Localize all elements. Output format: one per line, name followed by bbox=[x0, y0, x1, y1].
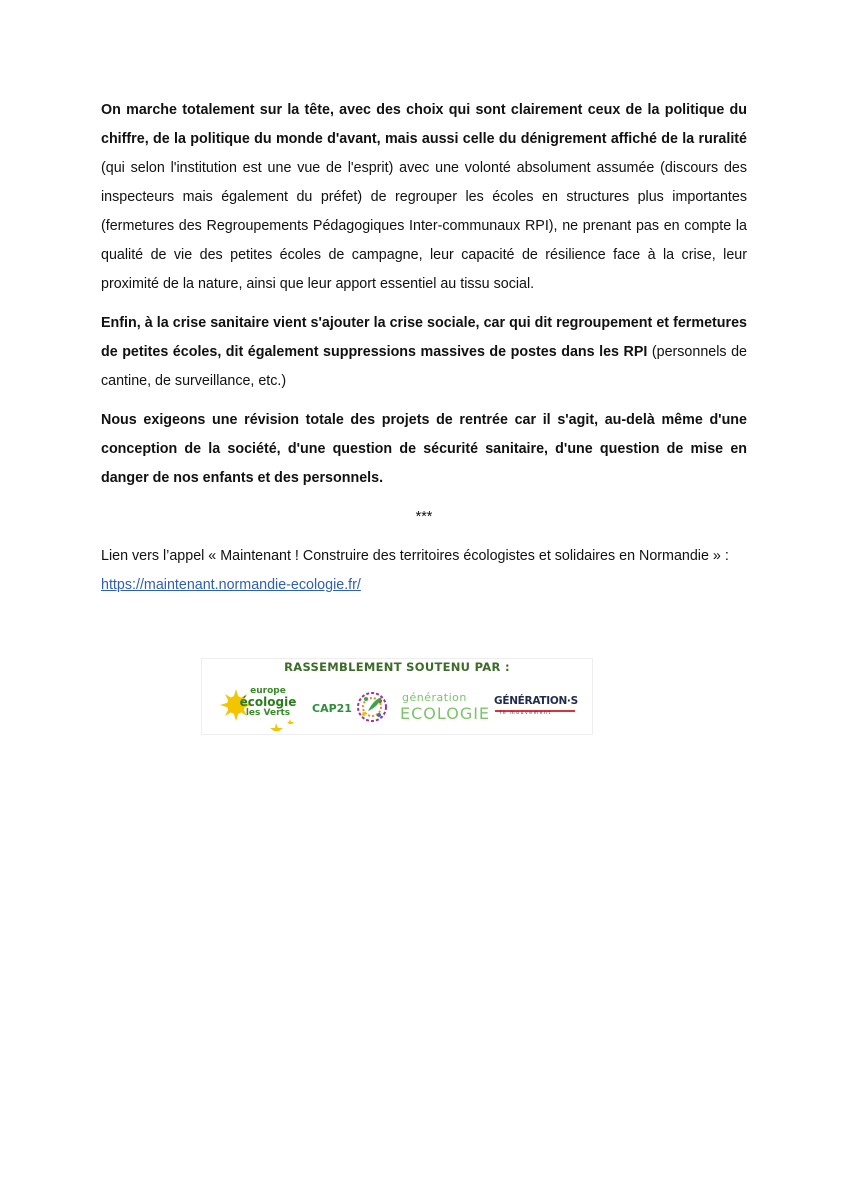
generations-logo bbox=[494, 695, 586, 725]
document-body bbox=[101, 96, 747, 610]
link-intro: Lien vers l’appel « Maintenant ! Construire des territoires écologistes et solidaires en Normandie » : bbox=[101, 548, 729, 564]
generation-ecologie-logo bbox=[400, 691, 491, 727]
cap21-logo bbox=[310, 689, 396, 729]
link-paragraph bbox=[101, 542, 747, 600]
paragraph-2-text: (personnels de cantine, de surveillance, etc.) bbox=[101, 344, 747, 389]
eelv-line-3: les Verts bbox=[245, 708, 291, 718]
paragraph-3 bbox=[101, 406, 747, 493]
circle-dots-icon bbox=[352, 689, 392, 725]
supporters-banner bbox=[201, 658, 593, 735]
paragraph-1-text: (qui selon l'institution est une vue de l'esprit) avec une volonté absolument assumée (discours des inspecteurs mais également du préfet) de regrouper les écoles en structures plus importantes (fermetures des Regroupements Pédagogiques Inter-communaux RPI), ne prenant pas en compte la qualité de vie des petites écoles de campagne, leur capacité de résilience face à la crise, leur proximité de la nature, ainsi que leur apport essentiel au tissu social. bbox=[101, 160, 747, 292]
paragraph-2-bold: Enfin, à la crise sanitaire vient s'ajouter la crise sociale, car qui dit regroupement et fermetures de petites écoles, dit également suppressions massives de postes dans les RPI bbox=[101, 315, 747, 360]
paragraph-1 bbox=[101, 96, 747, 299]
paragraph-3-bold: Nous exigeons une révision totale des projets de rentrée car il s'agit, au-delà même d'une conception de la société, d'une question de sécurité sanitaire, d'une question de mise en danger de nos enfants et des personnels. bbox=[101, 412, 747, 486]
generation-ecologie-line-2: ECOLOGIE bbox=[400, 704, 491, 723]
section-separator: *** bbox=[415, 509, 433, 525]
generations-line-2: le mouvement bbox=[500, 711, 552, 716]
paragraph-2 bbox=[101, 309, 747, 396]
eelv-logo bbox=[216, 683, 306, 731]
banner-title: RASSEMBLEMENT SOUTENU PAR : bbox=[284, 660, 510, 674]
paragraph-1-bold: On marche totalement sur la tête, avec des choix qui sont clairement ceux de la politique du chiffre, de la politique du monde d'avant, mais aussi celle du dénigrement affiché de la ruralité bbox=[101, 102, 747, 147]
eelv-line-2: écologie bbox=[239, 695, 297, 709]
cap21-label: CAP21 bbox=[312, 702, 352, 715]
generation-ecologie-line-1: génération bbox=[402, 691, 467, 704]
eelv-line-1: europe bbox=[250, 686, 286, 696]
campaign-link[interactable]: https://maintenant.normandie-ecologie.fr/ bbox=[101, 577, 361, 593]
generations-line-1: GÉNÉRATION·S bbox=[494, 695, 578, 707]
